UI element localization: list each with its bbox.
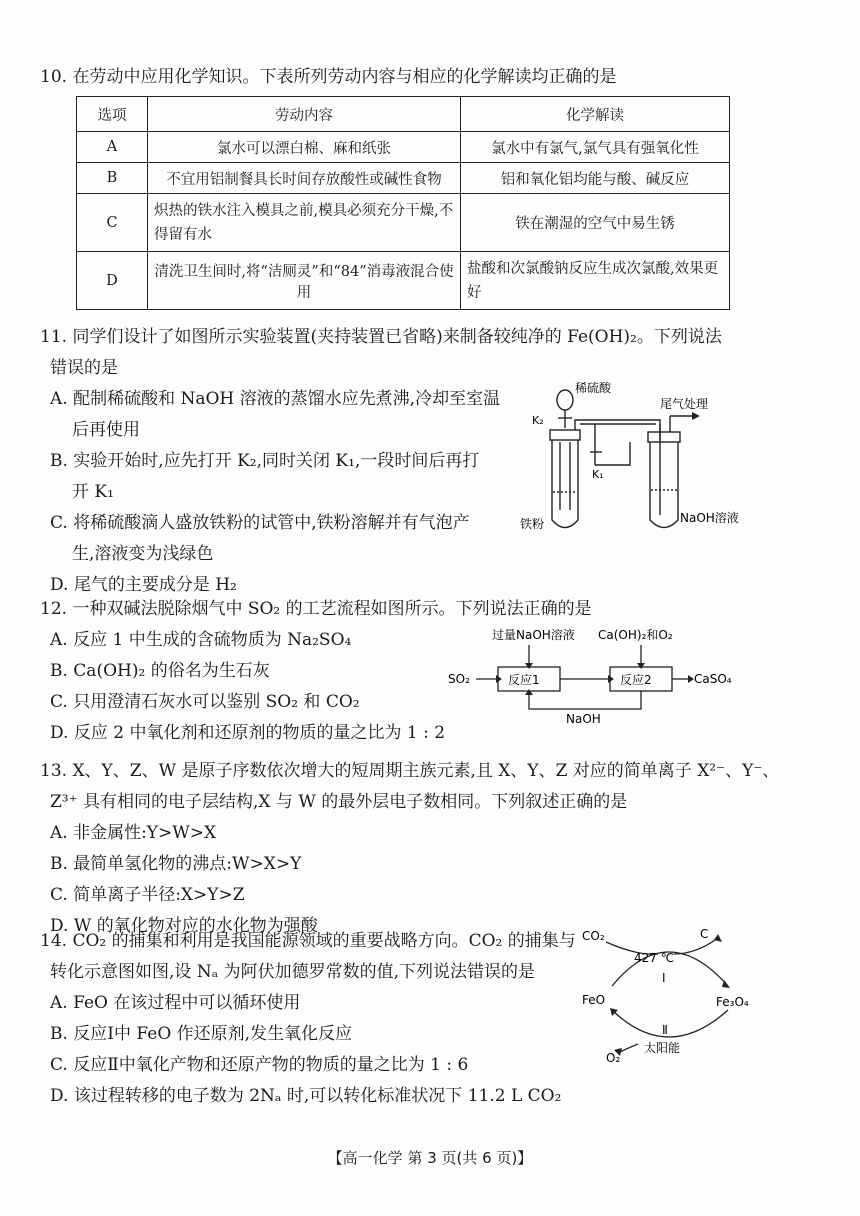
q14-cycle-diagram: [578, 924, 758, 1064]
q11-apparatus-diagram: [520, 380, 750, 540]
q12-option-a: A. 反应 1 中生成的含硫物质为 Na₂SO₄: [50, 630, 352, 650]
q11-option-a: A. 配制稀硫酸和 NaOH 溶液的蒸馏水应先煮沸,冷却至室温: [50, 389, 501, 409]
q11-option-c-cont: 生,溶液变为浅绿色: [72, 544, 214, 564]
label-k2: K₂: [532, 414, 544, 427]
row-reading: 氯水中有氯气,氯气具有强氧化性: [461, 132, 730, 163]
row-content: 不宜用铝制餐具长时间存放酸性或碱性食物: [148, 163, 461, 194]
label-k1: K₁: [592, 468, 604, 481]
header-content: 劳动内容: [148, 97, 461, 132]
tail-gas-arrow-icon: [692, 412, 700, 420]
row-reading: 铁在潮湿的空气中易生锈: [461, 194, 730, 252]
q14-option-b: B. 反应Ⅰ中 FeO 作还原剂,发生氧化反应: [50, 1024, 353, 1044]
label-reaction-ii: Ⅱ: [662, 1023, 668, 1037]
header-option: 选项: [77, 97, 148, 132]
table-row: [77, 132, 730, 163]
label-naoh-recycle: NaOH: [566, 712, 601, 725]
label-temperature: 427 ℃: [634, 951, 675, 965]
label-o2: O₂: [606, 1051, 621, 1064]
row-content: 清洗卫生间时,将“洁厕灵”和“84”消毒液混合使用: [148, 252, 461, 310]
label-carbon: C: [700, 927, 709, 941]
row-option: B: [77, 163, 148, 194]
q13-option-c: C. 简单离子半径:X>Y>Z: [50, 885, 245, 905]
q11-option-c: C. 将稀硫酸滴人盛放铁粉的试管中,铁粉溶解并有气泡产: [50, 513, 470, 533]
table-row: [77, 194, 730, 252]
table-row: [77, 252, 730, 310]
q12-option-b: B. Ca(OH)₂ 的俗名为生石灰: [50, 661, 270, 681]
header-reading: 化学解读: [461, 97, 730, 132]
label-excess-naoh: 过量NaOH溶液: [492, 628, 575, 642]
row-option: D: [77, 252, 148, 310]
q11-option-d: D. 尾气的主要成分是 H₂: [50, 575, 237, 595]
label-solar-energy: 太阳能: [644, 1041, 681, 1055]
label-feo: FeO: [582, 993, 606, 1007]
q13-option-a: A. 非金属性:Y>W>X: [50, 823, 217, 843]
q11-stem: 11. 同学们设计了如图所示实验装置(夹持装置已省略)来制备较纯净的 Fe(OH)₂。下列说法: [40, 327, 722, 347]
question-13: [40, 756, 830, 942]
q13-stem: 13. X、Y、Z、W 是原子序数依次增大的短周期主族元素,且 X、Y、Z 对应的简单离子 X²⁻、Y⁻、: [40, 761, 780, 781]
q12-option-d: D. 反应 2 中氧化剂和还原剂的物质的量之比为 1 : 2: [50, 723, 446, 743]
q13-stem-cont: Z³⁺ 具有相同的电子层结构,X 与 W 的最外层电子数相同。下列叙述正确的是: [50, 792, 628, 812]
label-caso4: CaSO₄: [694, 672, 732, 686]
q12-stem: 12. 一种双碱法脱除烟气中 SO₂ 的工艺流程如图所示。下列说法正确的是: [40, 599, 592, 619]
q10-table: [76, 96, 730, 310]
label-so2: SO₂: [448, 672, 470, 686]
q11-stem-cont: 错误的是: [50, 358, 118, 378]
label-tail-gas: 尾气处理: [660, 397, 709, 411]
table-header-row: [77, 97, 730, 132]
q11-option-b-cont: 开 K₁: [72, 482, 114, 502]
label-naoh-solution: NaOH溶液: [680, 511, 739, 525]
q11-option-a-cont: 后再使用: [72, 420, 140, 440]
label-co2: CO₂: [582, 929, 605, 943]
q14-stem: 14. CO₂ 的捕集和利用是我国能源领域的重要战略方向。CO₂ 的捕集与: [40, 931, 576, 951]
row-reading: 盐酸和次氯酸钠反应生成次氯酸,效果更好: [461, 252, 730, 310]
q12-flow-diagram: [448, 625, 748, 725]
label-iron-powder: 铁粉: [520, 517, 545, 531]
q14-stem-cont: 转化示意图如图,设 Nₐ 为阿伏加德罗常数的值,下列说法错误的是: [50, 962, 536, 982]
q11-option-b: B. 实验开始时,应先打开 K₂,同时关闭 K₁,一段时间后再打: [50, 451, 480, 471]
q14-option-c: C. 反应Ⅱ中氧化产物和还原产物的物质的量之比为 1 : 6: [50, 1055, 469, 1075]
label-dilute-acid: 稀硫酸: [575, 381, 612, 395]
q10-stem: 10. 在劳动中应用化学知识。下表所列劳动内容与相应的化学解读均正确的是: [40, 67, 617, 87]
question-10: [40, 62, 830, 93]
row-reading: 铝和氧化铝均能与酸、碱反应: [461, 163, 730, 194]
q12-option-c: C. 只用澄清石灰水可以鉴别 SO₂ 和 CO₂: [50, 692, 360, 712]
label-reaction-i: Ⅰ: [662, 971, 666, 985]
q13-option-b: B. 最简单氢化物的沸点:W>X>Y: [50, 854, 302, 874]
table-row: [77, 163, 730, 194]
page-footer: 【高一化学 第 3 页(共 6 页)】: [327, 1149, 533, 1167]
label-reaction-2: 反应2: [620, 673, 652, 687]
label-caoh2-o2: Ca(OH)₂和O₂: [598, 628, 673, 642]
q13-option-d: D. W 的氧化物对应的水化物为强酸: [50, 916, 318, 936]
q14-option-a: A. FeO 在该过程中可以循环使用: [50, 993, 301, 1013]
q14-option-d: D. 该过程转移的电子数为 2Nₐ 时,可以转化标准状况下 11.2 L CO₂: [50, 1086, 562, 1106]
row-content: 氯水可以漂白棉、麻和纸张: [148, 132, 461, 163]
row-option: A: [77, 132, 148, 163]
label-reaction-1: 反应1: [508, 673, 540, 687]
row-option: C: [77, 194, 148, 252]
row-content: 炽热的铁水注入模具之前,模具必须充分干燥,不得留有水: [148, 194, 461, 252]
label-fe3o4: Fe₃O₄: [716, 995, 749, 1009]
